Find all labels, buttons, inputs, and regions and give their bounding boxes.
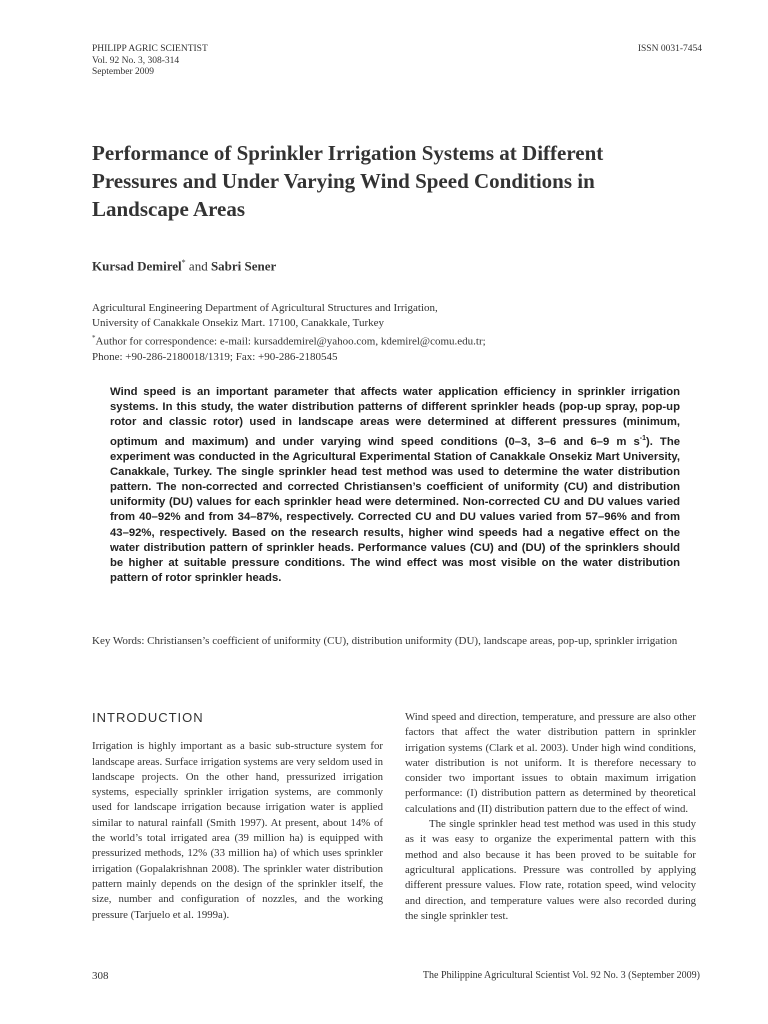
abstract-part-1: Wind speed is an important parameter that affects water application efficiency in sprinkler irrigation systems. In this study, the water distribution patterns of different sprinkler heads (pop-up spray, pop-up rotor and classic rotor) used in landscape areas were determined at different pressures (minimum, optimum and maximum) and under varying wind speed conditions (0–3, 3–6 and 6–9 m s xyxy=(110,386,680,448)
corresponding-mark: * xyxy=(181,258,186,267)
intro-paragraph-1: Irrigation is highly important as a basic sub-structure system for landscape areas. Surface irrigation systems are very seldom used in landscape projects. On the other hand, pressurized irrigation systems, especially sprinkler irrigation systems, are commonly used for landscape irrigation because irrigation water is applied similar to natural rainfall (Smith 1997). At present, about 14% of the world’s total irrigated area (39 million ha) is equipped with pressurized methods, 12% (33 million ha) of which uses sprinkler irrigation (Gopalakrishnan 2008). The sprinkler water distribution pattern mainly depends on the design of the sprinkler itself, the size, number and configuration of nozzles, and the working pressure (Tarjuelo et al. 1999a). xyxy=(92,740,383,921)
journal-name: PHILIPP AGRIC SCIENTIST xyxy=(92,44,208,54)
author-conjunction: and xyxy=(185,258,211,274)
issue-date: September 2009 xyxy=(92,67,155,77)
abstract-exponent: -1 xyxy=(639,434,646,442)
affiliation-line-2: University of Canakkale Onsekiz Mart. 17100, Canakkale, Turkey xyxy=(92,317,385,330)
author-1: Kursad Demirel xyxy=(92,258,182,274)
intro-paragraph-3: The single sprinkler head test method was used in this study as it was easy to organize the experimental pattern with this method and also because it has been proved to be suitable for agricultural applications. Pressure was controlled by applying different pressure values. Flow rate, rotation speed, wind velocity and direction, and temperature values were also recorded during the single sprinkler test. xyxy=(405,818,696,922)
abstract-part-2: ). The experiment was conducted in the Agricultural Experimental Station of Canakkale Onsekiz Mart University, Canakkale, Turkey. The single sprinkler head test method was used to determine the water distribution pattern. The non-corrected and corrected Christiansen’s coefficient of uniformity (CU) and distribution uniformity (DU) values for each sprinkler head were determined. Non-corrected CU and DU values varied from 40–92% and from 34–87%, respectively. Corrected CU and DU values varied from 57–96% and from 43–92%, respectively. Based on the research results, higher wind speeds had a negative effect on the water distribution pattern of sprinkler heads. Performance values (CU) and (DU) of the sprinklers should be higher at suitable pressure conditions. The wind effect was most visible on the water distribution pattern of rotor sprinkler heads. xyxy=(110,435,681,585)
keywords: Key Words: Christiansen’s coefficient of uniformity (CU), distribution uniformity (DU), landscape areas, pop-up, sprinkler irrigation xyxy=(92,635,678,647)
issn: ISSN 0031-7454 xyxy=(637,44,702,54)
abstract xyxy=(110,385,680,586)
paper-title: Performance of Sprinkler Irrigation Systems at Different Pressures and Under Varying Wind Speed Conditions in Landscape Areas xyxy=(92,141,604,221)
correspondence-line xyxy=(92,331,692,350)
left-column xyxy=(92,710,383,923)
author-list xyxy=(92,258,276,274)
contact-phone: Phone: +90-286-2180018/1319; Fax: +90-286-2180545 xyxy=(92,351,338,364)
intro-paragraph-2: Wind speed and direction, temperature, and pressure are also other factors that affect the water distribution pattern in sprinkler irrigation systems (Clark et al. 2003). Under high wind conditions, water distribution is not uniform. It is therefore necessary to consider two important issues to obtain maximum irrigation performance: (I) distribution pattern as determined by theoretical calculations and (II) distribution pattern due to the effect of wind. xyxy=(405,711,696,815)
correspondence-mark: * xyxy=(92,334,96,343)
author-2: Sabri Sener xyxy=(210,258,277,274)
affiliation-line-1: Agricultural Engineering Department of Agricultural Structures and Irrigation, xyxy=(92,302,438,314)
running-header xyxy=(92,44,208,79)
correspondence-email: Author for correspondence: e-mail: kursaddemirel@yahoo.com, kdemirel@comu.edu.tr; xyxy=(95,336,486,349)
page-number: 308 xyxy=(92,970,109,982)
section-heading-introduction: INTRODUCTION xyxy=(92,710,204,725)
right-column xyxy=(405,710,696,924)
affiliation xyxy=(92,301,692,365)
footer-citation: The Philippine Agricultural Scientist Vol. 92 No. 3 (September 2009) xyxy=(422,970,700,981)
volume-info: Vol. 92 No. 3, 308-314 xyxy=(92,55,180,66)
